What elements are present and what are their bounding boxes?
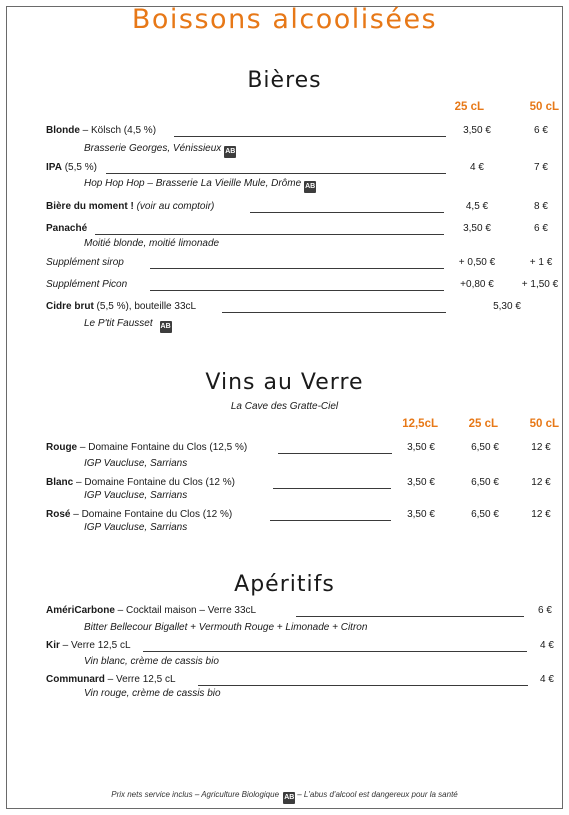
menu-item-name: Supplément Picon xyxy=(46,279,128,290)
menu-item-name: Rouge – Domaine Fontaine du Clos (12,5 %) xyxy=(46,442,248,453)
section-heading-bieres: Bières xyxy=(247,68,322,93)
organic-label-icon: AB xyxy=(224,146,236,158)
price: + 1,50 € xyxy=(521,279,559,290)
section-subtitle: La Cave des Gratte-Ciel xyxy=(230,401,339,412)
menu-item-name: Rosé – Domaine Fontaine du Clos (12 %) xyxy=(46,509,233,520)
price: 3,50 € xyxy=(463,125,491,136)
menu-item-subtitle: IGP Vaucluse, Sarrians xyxy=(84,458,188,469)
dotted-leader xyxy=(296,616,524,617)
price: 5,30 € xyxy=(493,301,521,312)
price: 6,50 € xyxy=(471,477,499,488)
menu-item-subtitle: Bitter Bellecour Bigallet + Vermouth Rouge + Limonade + Citron xyxy=(84,622,368,633)
price: 4 € xyxy=(540,640,554,651)
dotted-leader xyxy=(150,268,444,269)
dotted-leader xyxy=(95,234,444,235)
price: + 0,50 € xyxy=(458,257,496,268)
price: + 1 € xyxy=(529,257,553,268)
menu-item-subtitle: Brasserie Georges, Vénissieux AB xyxy=(84,143,236,158)
organic-label-icon: AB xyxy=(304,181,316,193)
menu-item-name: Cidre brut (5,5 %), bouteille 33cL xyxy=(46,301,197,312)
price: 3,50 € xyxy=(407,442,435,453)
price: +0,80 € xyxy=(460,279,494,290)
price: 6,50 € xyxy=(471,509,499,520)
organic-label-icon: AB xyxy=(283,792,295,804)
menu-item-name: Blonde – Kölsch (4,5 %) xyxy=(46,125,157,136)
dotted-leader xyxy=(143,651,527,652)
price: 6 € xyxy=(538,605,552,616)
price: 8 € xyxy=(534,201,548,212)
price: 12 € xyxy=(531,509,551,520)
dotted-leader xyxy=(278,453,392,454)
dotted-leader xyxy=(106,173,446,174)
section-heading-vins: Vins au Verre xyxy=(205,370,364,395)
menu-item-subtitle: Hop Hop Hop – Brasserie La Vieille Mule, Drôme AB xyxy=(84,178,316,193)
price: 3,50 € xyxy=(407,509,435,520)
menu-title: Boissons alcoolisées xyxy=(131,4,438,35)
menu-item-name: Supplément sirop xyxy=(46,257,124,268)
menu-item-name: Kir – Verre 12,5 cL xyxy=(46,640,131,651)
price: 6 € xyxy=(534,125,548,136)
col-header-50cl: 50 cL xyxy=(529,101,559,113)
price: 4 € xyxy=(470,162,484,173)
col-header-25cl: 25 cL xyxy=(468,418,498,430)
price: 4,5 € xyxy=(465,201,489,212)
price: 12 € xyxy=(531,477,551,488)
dotted-leader xyxy=(198,685,528,686)
col-header-12-5cl: 12,5cL xyxy=(402,418,438,430)
price: 12 € xyxy=(531,442,551,453)
menu-item-name: IPA (5,5 %) xyxy=(46,162,97,173)
menu-item-subtitle: IGP Vaucluse, Sarrians xyxy=(84,522,188,533)
col-header-25cl: 25 cL xyxy=(454,101,484,113)
menu-item-subtitle: Vin blanc, crème de cassis bio xyxy=(84,656,219,667)
menu-item-subtitle: Vin rouge, crème de cassis bio xyxy=(84,688,221,699)
menu-item-name: Communard – Verre 12,5 cL xyxy=(46,674,176,685)
dotted-leader xyxy=(174,136,446,137)
menu-item-subtitle: Le P'tit Fausset AB xyxy=(84,318,172,333)
price: 6,50 € xyxy=(471,442,499,453)
section-heading-aperitifs: Apéritifs xyxy=(234,572,335,597)
dotted-leader xyxy=(150,290,444,291)
dotted-leader xyxy=(250,212,444,213)
menu-item-name: Panaché xyxy=(46,223,88,234)
price: 6 € xyxy=(534,223,548,234)
price: 7 € xyxy=(534,162,548,173)
price: 3,50 € xyxy=(407,477,435,488)
menu-item-subtitle: Moitié blonde, moitié limonade xyxy=(84,238,220,249)
organic-label-icon: AB xyxy=(160,321,172,333)
price: 4 € xyxy=(540,674,554,685)
footer-note: Prix nets service inclus – Agriculture Biologique AB – L'abus d'alcool est dangereux pour la santé xyxy=(0,790,569,804)
menu-item-name: AmériCarbone – Cocktail maison – Verre 33cL xyxy=(46,605,257,616)
dotted-leader xyxy=(222,312,446,313)
price: 3,50 € xyxy=(463,223,491,234)
menu-item-name: Bière du moment ! (voir au comptoir) xyxy=(46,201,215,212)
dotted-leader xyxy=(273,488,391,489)
col-header-50cl: 50 cL xyxy=(529,418,559,430)
dotted-leader xyxy=(270,520,391,521)
menu-item-name: Blanc – Domaine Fontaine du Clos (12 %) xyxy=(46,477,235,488)
menu-item-subtitle: IGP Vaucluse, Sarrians xyxy=(84,490,188,501)
